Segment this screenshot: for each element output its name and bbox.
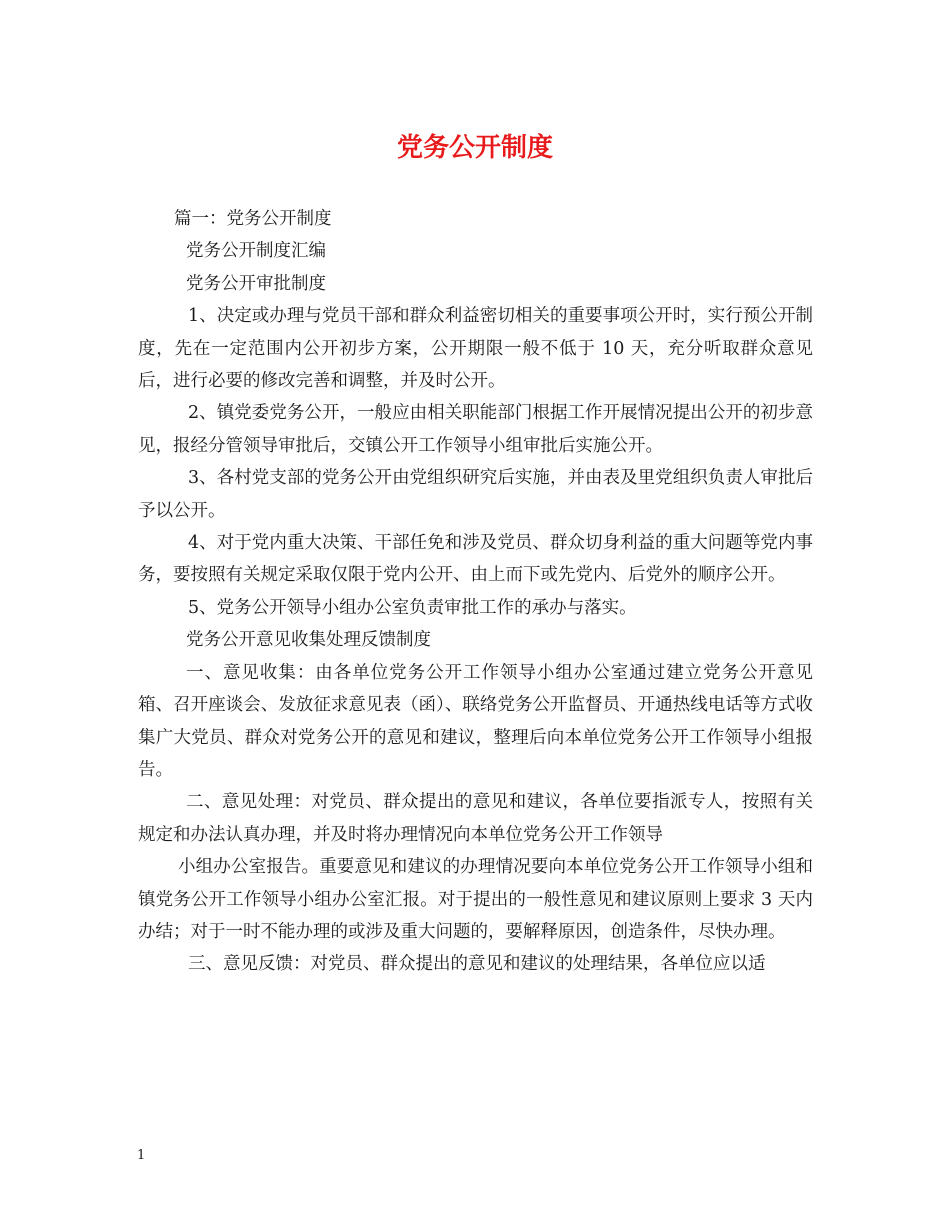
paragraph-item-3: 3、各村党支部的党务公开由党组织研究后实施，并由表及里党组织负责人审批后予以公开。 — [138, 468, 813, 521]
document-title: 党务公开制度 — [396, 133, 553, 163]
paragraph-opinion-collection: 一、意见收集：由各单位党务公开工作领导小组办公室通过建立党务公开意见箱、召开座谈会、发放征求意见表（函）、联络党务公开监督员、开通热线电话等方式收集广大党员、群众对党务公开的意见和建议，整理后向本单位党务公开工作领导小组报告。 — [138, 662, 813, 780]
paragraph-approval-heading: 党务公开审批制度 — [186, 273, 326, 294]
paragraph-item-4: 4、对于党内重大决策、干部任免和涉及党员、群众切身利益的重大问题等党内事务，要按照有关规定采取仅限于党内公开、由上而下或先党内、后党外的顺序公开。 — [138, 533, 813, 586]
paragraph-chapter-heading: 篇一：党务公开制度 — [174, 209, 332, 229]
paragraph-item-5: 5、党务公开领导小组办公室负责审批工作的承办与落实。 — [188, 597, 637, 618]
paragraph-opinion-handling: 二、意见处理：对党员、群众提出的意见和建议，各单位要指派专人，按照有关规定和办法认真办理，并及时将办理情况向本单位党务公开工作领导 — [138, 792, 813, 845]
document-body — [138, 203, 813, 981]
paragraph-compilation-heading: 党务公开制度汇编 — [186, 241, 326, 262]
paragraph-opinion-handling-continued: 小组办公室报告。重要意见和建议的办理情况要向本单位党务公开工作领导小组和镇党务公开工作领导小组办公室汇报。对于提出的一般性意见和建议原则上要求 3 天内办结；对于一时不能办理的或涉及重大问题的，要解释原因，创造条件，尽快办理。 — [138, 857, 813, 942]
paragraph-opinion-feedback: 三、意见反馈：对党员、群众提出的意见和建议的处理结果，各单位应以适 — [188, 954, 766, 975]
paragraph-item-1: 1、决定或办理与党员干部和群众利益密切相关的重要事项公开时，实行预公开制度，先在一定范围内公开初步方案，公开期限一般不低于 10 天，充分听取群众意见后，进行必要的修改完善和调整，并及时公开。 — [138, 306, 813, 392]
page-number: 1 — [137, 1148, 146, 1163]
paragraph-feedback-heading: 党务公开意见收集处理反馈制度 — [186, 630, 431, 651]
paragraph-item-2: 2、镇党委党务公开，一般应由相关职能部门根据工作开展情况提出公开的初步意见，报经分管领导审批后，交镇公开工作领导小组审批后实施公开。 — [138, 403, 813, 456]
